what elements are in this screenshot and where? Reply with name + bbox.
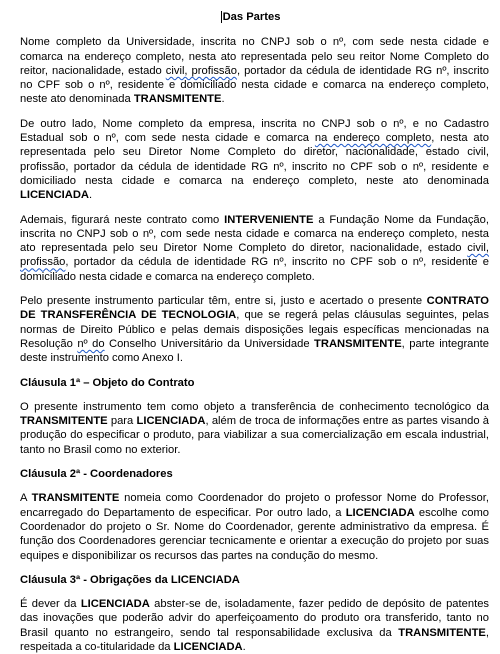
text-run: Conselho Universitário da Universidade [104,337,315,350]
party-name: LICENCIADA [345,506,415,519]
section-title [20,10,489,24]
text-run: É dever da [20,598,81,611]
paragraph-licenciada [20,117,489,203]
text-run: Ademais, figurará neste contrato como [20,213,225,226]
party-name: LICENCIADA [20,189,89,202]
paragraph-interveniente [20,213,489,284]
party-name: TRANSMITENTE [20,415,108,428]
party-name: LICENCIADA [136,415,206,428]
text-run: , além de troca de informações entre as partes visando à produção do especificar o produto, para viabilizar a sua comercialização em escala industrial, tanto no Brasil como no exterior. [20,415,490,456]
party-name: TRANSMITENTE [31,492,120,505]
party-name: TRANSMITENTE [398,626,486,639]
text-run: abster-se de, isoladamente, fazer pedido de depósito de patentes das inovações que poderão advir do aperfeiçoamento do produto ora transferido, tanto no Brasil quanto no estrangeiro, sendo tal responsabilidade exclusiva da [20,598,490,639]
text-run: , portador da cédula de identidade RG nº, inscrito no CPF sob o nº, residente e domiciliado nesta cidade e comarca na endereço completo. [20,256,489,283]
text-run: De outro lado, Nome completo da empresa, inscrita no CNPJ sob o nº, e no Cadastro Estadual sob o nº, com sede nesta cidade e comarca [20,117,489,145]
text-run: . [89,189,93,202]
contract-name: CONTRATO DE TRANSFERÊNCIA DE TECNOLOGIA [20,295,489,322]
paragraph-transmitente [20,35,489,106]
spellcheck-flag: na endereço completo [314,132,432,145]
text-run: , respeitada a co-titularidade da [20,626,489,653]
clause-3-body [20,597,489,654]
section-title-text: Das Partes [222,11,281,23]
text-run: . [242,640,246,653]
text-run: , nesta ato representada pelo seu Diretor Nome Completo do diretor, nacionalidade, estado civil, profissão, portador da cédula de identidade RG nº, inscrito no CPF sob o nº, residente e domiciliado nesta cidade e comarca na endereço completo, neste ato denominada [20,132,489,187]
text-run: Nome completo da Universidade, inscrita no CNPJ sob o nº, com sede nesta cidade e comarca na endereço completo, nesta ato representada pelo seu reitor Nome Completo do reitor, nacionalidade, estado [20,36,489,77]
party-name: TRANSMITENTE [133,93,222,106]
party-name: LICENCIADA [173,640,243,653]
spellcheck-flag: nº do [77,337,105,350]
text-run: , portador da cédula de identidade RG nº, inscrito no CPF sob o nº, residente e domiciliado nesta cidade e comarca na endereço completo, neste ato denominada [20,64,489,106]
text-run: para [107,415,137,428]
text-run: nomeia como Coordenador do projeto o professor Nome do Professor, encarregado do Departamento de especificar. Por outro lado, a [20,492,489,519]
clause-1-body [20,400,489,457]
spellcheck-flag: civil, profissão [20,242,489,269]
spellcheck-flag: civil, profissão [165,64,237,77]
clause-1-heading: Cláusula 1ª – Objeto do Contrato [20,376,195,389]
clause-2-body [20,491,489,562]
clause-2-heading: Cláusula 2ª - Coordenadores [20,468,173,481]
text-run: A [20,492,32,505]
clause-3-heading: Cláusula 3ª - Obrigações da LICENCIADA [20,573,240,586]
text-run: , que se regerá pelas cláusulas seguintes, pelas normas de Direito Público e pelas demais disposições legais específicas mencionadas na Resolução [20,309,489,350]
text-run: a Fundação Nome da Fundação, inscrita no CNPJ sob o nº, com sede nesta cidade e comarca na endereço completo, nesta ato representada pelo seu Diretor Nome Completo do diretor, nacionalidade, estado [20,213,489,255]
text-run: , parte integrante deste instrumento como Anexo I. [20,337,489,365]
text-run: escolhe como Coordenador do projeto o Sr. Nome do Coordenador, gerente administrativo da empresa. É função dos Coordenadores gerenciar tecnicamente e orientar a execução do projeto por suas equipes e disponibilizar os recursos das partes na condução do mesmo. [20,506,489,562]
party-name: TRANSMITENTE [314,337,402,350]
party-name: LICENCIADA [80,598,150,611]
text-run: O presente instrumento tem como objeto a transferência de conhecimento tecnológico da [20,400,489,413]
party-name: INTERVENIENTE [224,213,314,226]
text-run: Pelo presente instrumento particular têm, entre si, justo e acertado o presente [20,295,427,308]
text-run: . [221,93,225,106]
paragraph-instrumento [20,294,489,365]
